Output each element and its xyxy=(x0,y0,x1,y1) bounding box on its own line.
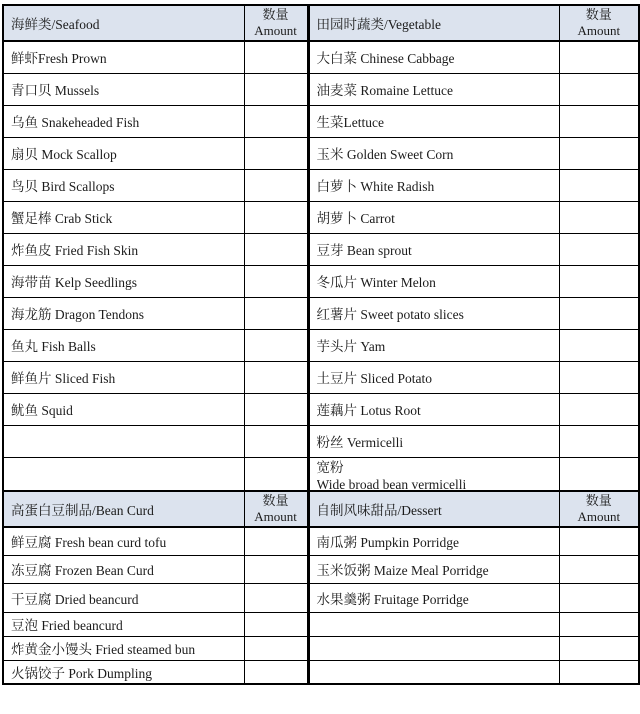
table-row xyxy=(3,612,639,636)
amount-input-cell[interactable] xyxy=(559,555,639,584)
menu-item-cell: 炸黄金小馒头 Fried steamed bun xyxy=(3,636,244,660)
menu-item-cell: 鸟贝 Bird Scallops xyxy=(3,169,244,201)
amount-input-cell[interactable] xyxy=(244,201,308,233)
amount-label-cn: 数量 xyxy=(262,492,289,508)
amount-input-cell[interactable] xyxy=(244,329,308,361)
section-header-row-seafood-vegetable xyxy=(3,5,639,41)
amount-input-cell[interactable] xyxy=(244,41,308,73)
menu-item-cell: 冻豆腐 Frozen Bean Curd xyxy=(3,555,244,584)
amount-input-cell[interactable] xyxy=(559,612,639,636)
menu-item-cell: 胡萝卜 Carrot xyxy=(308,201,559,233)
table-row xyxy=(3,73,639,105)
menu-item-cell: 白萝卜 White Radish xyxy=(308,169,559,201)
amount-input-cell[interactable] xyxy=(244,555,308,584)
beancurd-amount-header xyxy=(244,491,308,527)
amount-input-cell[interactable] xyxy=(244,169,308,201)
amount-input-cell[interactable] xyxy=(559,636,639,660)
amount-input-cell[interactable] xyxy=(559,457,639,491)
amount-input-cell[interactable] xyxy=(559,584,639,613)
table-row xyxy=(3,137,639,169)
beancurd-category-header: 高蛋白豆制品/Bean Curd xyxy=(3,491,244,527)
amount-label-cn: 数量 xyxy=(585,492,612,508)
menu-item-cell: 生菜Lettuce xyxy=(308,105,559,137)
amount-input-cell[interactable] xyxy=(559,329,639,361)
amount-input-cell[interactable] xyxy=(559,297,639,329)
menu-item-cell: 莲藕片 Lotus Root xyxy=(308,393,559,425)
amount-input-cell[interactable] xyxy=(244,73,308,105)
table-row xyxy=(3,169,639,201)
table-row xyxy=(3,361,639,393)
amount-input-cell[interactable] xyxy=(559,137,639,169)
menu-table xyxy=(2,4,640,685)
table-row xyxy=(3,329,639,361)
amount-input-cell[interactable] xyxy=(244,660,308,684)
menu-item-cell: 土豆片 Sliced Potato xyxy=(308,361,559,393)
amount-input-cell[interactable] xyxy=(244,361,308,393)
menu-item-cell: 粉丝 Vermicelli xyxy=(308,425,559,457)
amount-input-cell[interactable] xyxy=(244,265,308,297)
amount-input-cell[interactable] xyxy=(244,636,308,660)
table-row xyxy=(3,201,639,233)
amount-input-cell[interactable] xyxy=(244,105,308,137)
menu-item-cell xyxy=(3,457,244,491)
menu-item-cell: 扇贝 Mock Scallop xyxy=(3,137,244,169)
seafood-vegetable-rows xyxy=(3,41,639,491)
amount-input-cell[interactable] xyxy=(244,612,308,636)
table-row xyxy=(3,233,639,265)
table-row xyxy=(3,297,639,329)
amount-input-cell[interactable] xyxy=(559,361,639,393)
menu-item-cell: 豆芽 Bean sprout xyxy=(308,233,559,265)
table-row xyxy=(3,425,639,457)
table-row xyxy=(3,457,639,491)
dessert-category-header: 自制风味甜品/Dessert xyxy=(308,491,559,527)
table-row xyxy=(3,265,639,297)
amount-input-cell[interactable] xyxy=(244,527,308,556)
amount-input-cell[interactable] xyxy=(559,660,639,684)
menu-item-cell: 海带苗 Kelp Seedlings xyxy=(3,265,244,297)
amount-input-cell[interactable] xyxy=(559,105,639,137)
amount-input-cell[interactable] xyxy=(244,297,308,329)
menu-item-cell: 青口贝 Mussels xyxy=(3,73,244,105)
seafood-amount-header xyxy=(244,5,308,41)
amount-label-en: Amount xyxy=(577,508,621,524)
menu-item-cell: 玉米饭粥 Maize Meal Porridge xyxy=(308,555,559,584)
amount-input-cell[interactable] xyxy=(244,137,308,169)
amount-input-cell[interactable] xyxy=(244,233,308,265)
amount-input-cell[interactable] xyxy=(559,201,639,233)
amount-input-cell[interactable] xyxy=(559,233,639,265)
menu-item-cell: 蟹足棒 Crab Stick xyxy=(3,201,244,233)
menu-item-cell: 豆泡 Fried beancurd xyxy=(3,612,244,636)
table-row xyxy=(3,41,639,73)
menu-item-cell xyxy=(308,636,559,660)
menu-item-cell: 海龙筋 Dragon Tendons xyxy=(3,297,244,329)
menu-item-cell xyxy=(308,457,559,491)
menu-item-cell: 干豆腐 Dried beancurd xyxy=(3,584,244,613)
menu-item-cell: 玉米 Golden Sweet Corn xyxy=(308,137,559,169)
menu-item-cell: 大白菜 Chinese Cabbage xyxy=(308,41,559,73)
menu-item-cell xyxy=(3,425,244,457)
menu-item-cell: 红薯片 Sweet potato slices xyxy=(308,297,559,329)
table-row xyxy=(3,527,639,556)
menu-item-cell: 鲜鱼片 Sliced Fish xyxy=(3,361,244,393)
amount-label-en: Amount xyxy=(577,23,621,38)
amount-label-cn: 数量 xyxy=(585,7,612,22)
menu-item-cell: 水果羹粥 Fruitage Porridge xyxy=(308,584,559,613)
menu-item-cell: 鱿鱼 Squid xyxy=(3,393,244,425)
menu-item-cell: 鲜豆腐 Fresh bean curd tofu xyxy=(3,527,244,556)
menu-item-cell: 芋头片 Yam xyxy=(308,329,559,361)
amount-input-cell[interactable] xyxy=(559,73,639,105)
menu-item-cell: 南瓜粥 Pumpkin Porridge xyxy=(308,527,559,556)
two-line-item-text: 宽粉 Wide broad bean vermicelli xyxy=(316,459,467,490)
menu-item-cell: 炸鱼皮 Fried Fish Skin xyxy=(3,233,244,265)
amount-input-cell[interactable] xyxy=(244,584,308,613)
table-row xyxy=(3,555,639,584)
amount-label-en: Amount xyxy=(254,23,297,38)
amount-label-en: Amount xyxy=(254,508,297,524)
amount-input-cell[interactable] xyxy=(244,457,308,491)
amount-input-cell[interactable] xyxy=(559,393,639,425)
menu-item-cell: 鲜虾Fresh Prown xyxy=(3,41,244,73)
table-row xyxy=(3,584,639,613)
beancurd-dessert-rows xyxy=(3,527,639,685)
table-row xyxy=(3,393,639,425)
amount-input-cell[interactable] xyxy=(559,41,639,73)
menu-item-cell xyxy=(308,612,559,636)
section-header-row-beancurd-dessert xyxy=(3,491,639,527)
dessert-amount-header xyxy=(559,491,639,527)
amount-input-cell[interactable] xyxy=(559,169,639,201)
amount-input-cell[interactable] xyxy=(559,265,639,297)
menu-item-cell: 油麦菜 Romaine Lettuce xyxy=(308,73,559,105)
vegetable-amount-header xyxy=(559,5,639,41)
menu-item-cell xyxy=(308,660,559,684)
amount-input-cell[interactable] xyxy=(244,425,308,457)
menu-item-cell: 鱼丸 Fish Balls xyxy=(3,329,244,361)
table-row xyxy=(3,105,639,137)
amount-input-cell[interactable] xyxy=(244,393,308,425)
seafood-category-header: 海鲜类/Seafood xyxy=(3,5,244,41)
amount-label-cn: 数量 xyxy=(262,7,289,22)
menu-item-cell: 冬瓜片 Winter Melon xyxy=(308,265,559,297)
table-row xyxy=(3,636,639,660)
vegetable-category-header: 田园时蔬类/Vegetable xyxy=(308,5,559,41)
amount-input-cell[interactable] xyxy=(559,527,639,556)
menu-item-cell: 火锅饺子 Pork Dumpling xyxy=(3,660,244,684)
amount-input-cell[interactable] xyxy=(559,425,639,457)
menu-item-cell: 乌鱼 Snakeheaded Fish xyxy=(3,105,244,137)
table-row xyxy=(3,660,639,684)
